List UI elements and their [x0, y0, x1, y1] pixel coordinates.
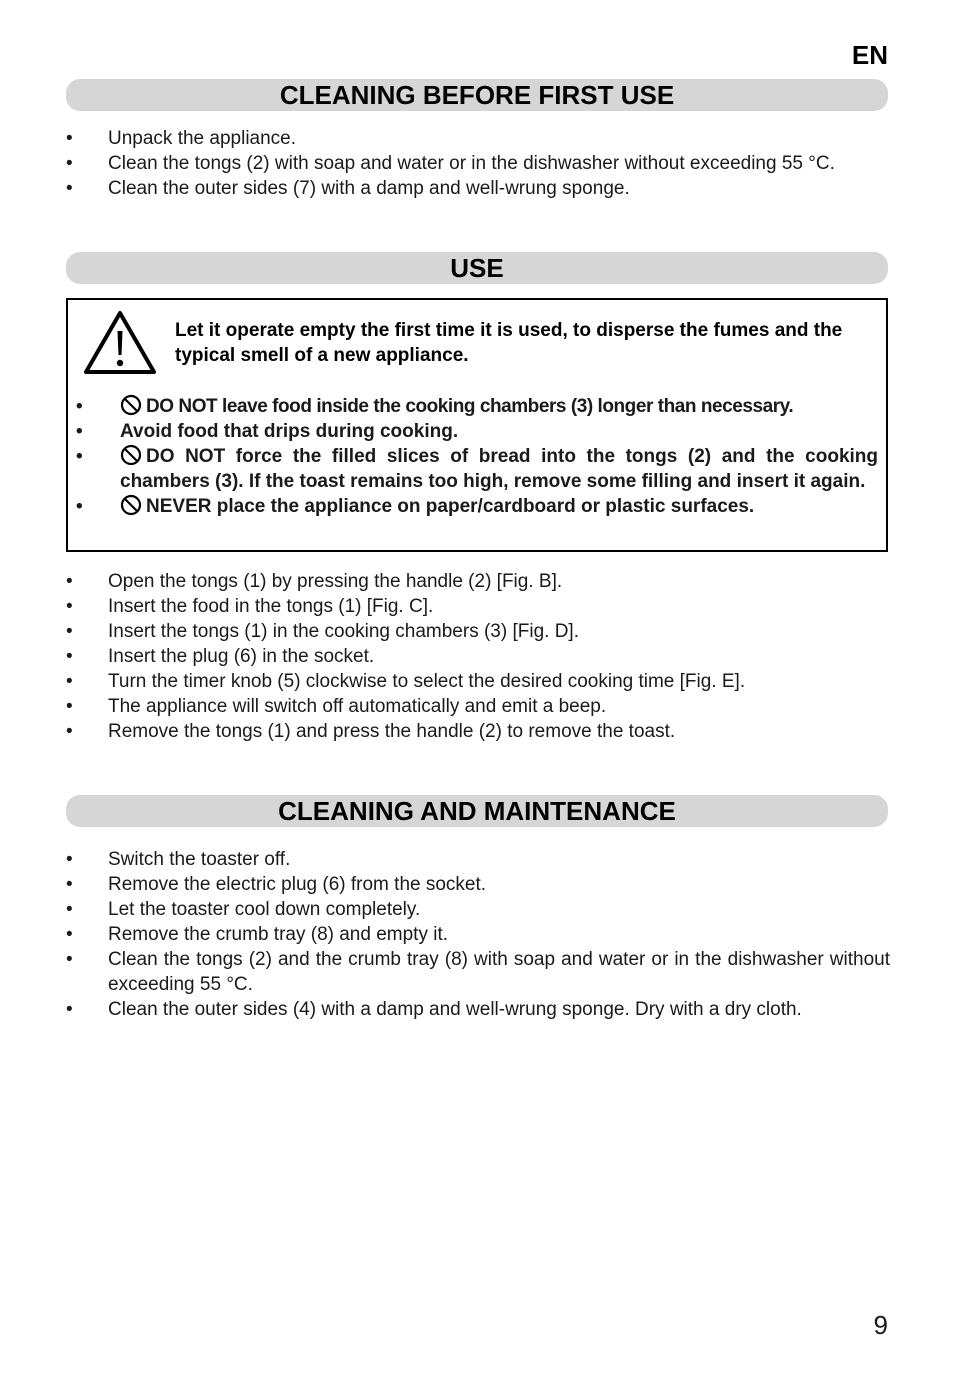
use-instructions-list — [66, 569, 890, 744]
warning-list — [76, 394, 878, 519]
page-number: 9 — [873, 1310, 888, 1340]
list-item: • Turn the timer knob (5) clockwise to select the desired cooking time [Fig. E]. — [66, 671, 746, 692]
prohibited-icon — [120, 444, 142, 466]
warning-triangle-icon — [82, 309, 158, 377]
list-item: • Remove the crumb tray (8) and empty it. — [66, 924, 449, 945]
warning-item: • Avoid food that drips during cooking. — [76, 421, 459, 442]
list-item: • Clean the tongs (2) and the crumb tray (8) with soap and water or in the dishwasher without exceeding 55 °C. — [66, 949, 890, 995]
warning-box — [66, 298, 888, 552]
prohibited-icon — [120, 494, 142, 516]
warning-item: • NEVER place the appliance on paper/cardboard or plastic surfaces. — [76, 496, 755, 517]
prohibited-icon — [120, 394, 142, 416]
list-item: • Clean the outer sides (4) with a damp and well-wrung sponge. Dry with a dry cloth. — [66, 999, 802, 1020]
warning-item: • DO NOT leave food inside the cooking chambers (3) longer than necessary. — [76, 396, 794, 417]
list-item: • Insert the plug (6) in the socket. — [66, 646, 375, 667]
list-item: • Insert the food in the tongs (1) [Fig. C]. — [66, 596, 434, 617]
list-item: • Insert the tongs (1) in the cooking chambers (3) [Fig. D]. — [66, 621, 579, 642]
cleaning-and-maintenance-list — [66, 847, 890, 1022]
list-item: • Let the toaster cool down completely. — [66, 899, 421, 920]
section-title-cleaning-before-first-use: CLEANING BEFORE FIRST USE — [66, 79, 888, 111]
list-item: • Clean the outer sides (7) with a damp and well-wrung sponge. — [66, 178, 630, 199]
list-item: • Open the tongs (1) by pressing the handle (2) [Fig. B]. — [66, 571, 563, 592]
cleaning-before-first-use-list — [66, 126, 890, 201]
section-title-cleaning-and-maintenance: CLEANING AND MAINTENANCE — [66, 795, 888, 827]
warning-item: • DO NOT force the filled slices of bread into the tongs (2) and the cooking chambers (3). If the toast remains too high, remove some filling and insert it again. — [76, 446, 878, 492]
list-item: • Clean the tongs (2) with soap and water or in the dishwasher without exceeding 55 °C. — [66, 153, 835, 174]
list-item: • Remove the electric plug (6) from the socket. — [66, 874, 487, 895]
language-label: EN — [851, 40, 888, 70]
warning-intro: Let it operate empty the first time it is used, to disperse the fumes and the typical smell of a new appliance. — [175, 320, 843, 366]
list-item: • Unpack the appliance. — [66, 128, 297, 149]
section-title-use: USE — [66, 252, 888, 284]
list-item: • Switch the toaster off. — [66, 849, 291, 870]
list-item: • The appliance will switch off automatically and emit a beep. — [66, 696, 607, 717]
list-item: • Remove the tongs (1) and press the handle (2) to remove the toast. — [66, 721, 676, 742]
